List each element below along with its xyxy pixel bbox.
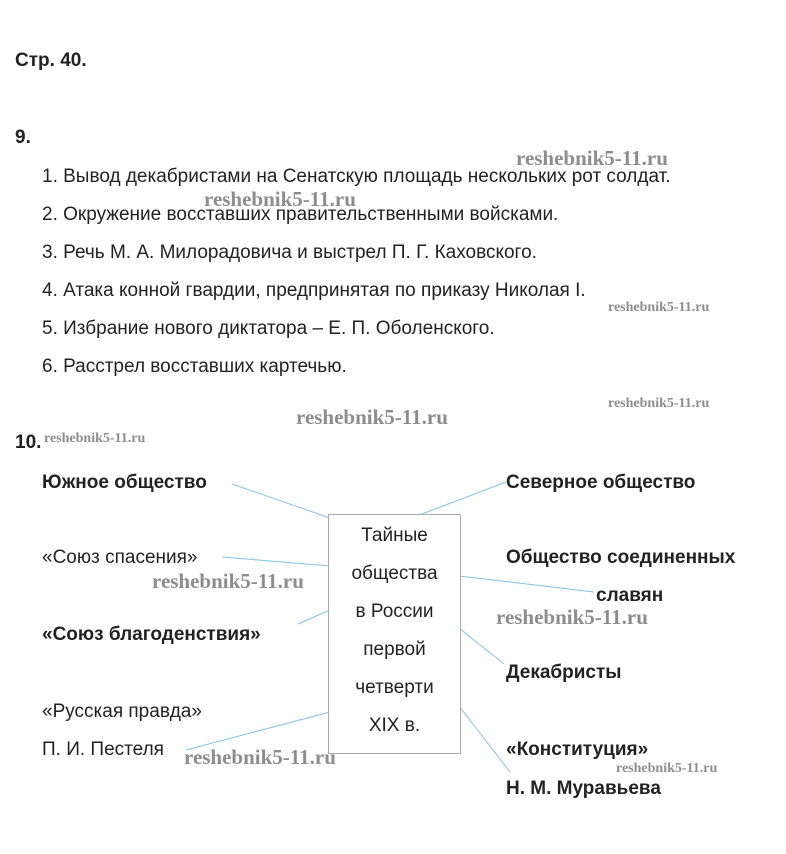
left-union-salvation: «Союз спасения» bbox=[42, 547, 198, 568]
task9-item-4: 4. Атака конной гвардии, предпринятая по приказу Николая I. bbox=[42, 280, 586, 301]
right-united-slavs-line2: славян bbox=[596, 585, 664, 606]
right-decembrists: Декабристы bbox=[506, 662, 622, 683]
link-union-salvation bbox=[222, 557, 330, 566]
task9-item-1: 1. Вывод декабристами на Сенатскую площадь нескольких рот солдат. bbox=[42, 166, 671, 187]
task9-item-3: 3. Речь М. А. Милорадовича и выстрел П. Г. Каховского. bbox=[42, 242, 537, 263]
task9-item-2: 2. Окружение восставших правительственными войсками. bbox=[42, 204, 559, 225]
link-union-welfare bbox=[298, 610, 330, 624]
task9-item-5: 5. Избрание нового диктатора – Е. П. Оболенского. bbox=[42, 318, 495, 339]
task10-number: 10. bbox=[15, 432, 42, 453]
link-constitution bbox=[459, 706, 510, 772]
link-decembrists bbox=[459, 628, 504, 664]
link-north bbox=[422, 482, 506, 514]
center-line-6: XIX в. bbox=[368, 715, 421, 736]
right-constitution-title: «Конституция» bbox=[506, 739, 649, 760]
center-line-1: Тайные bbox=[361, 525, 428, 546]
left-russian-truth-title: «Русская правда» bbox=[42, 701, 202, 722]
watermark: reshebnik5-11.ru bbox=[496, 605, 648, 629]
right-north-society: Северное общество bbox=[506, 472, 696, 493]
page-heading: Стр. 40. bbox=[15, 50, 87, 71]
watermark: reshebnik5-11.ru bbox=[152, 569, 304, 593]
watermark: reshebnik5-11.ru bbox=[608, 300, 710, 315]
watermark: reshebnik5-11.ru bbox=[44, 431, 146, 446]
center-line-3: в России bbox=[355, 601, 434, 622]
watermark: reshebnik5-11.ru bbox=[516, 146, 668, 170]
task9-item-6: 6. Расстрел восставших картечью. bbox=[42, 356, 347, 377]
left-union-welfare: «Союз благоденствия» bbox=[42, 624, 261, 645]
link-united-slavs bbox=[459, 576, 594, 592]
center-line-4: первой bbox=[363, 639, 426, 660]
right-constitution-author: Н. М. Муравьева bbox=[506, 778, 661, 799]
center-line-2: общества bbox=[351, 563, 438, 584]
left-south-society: Южное общество bbox=[42, 472, 207, 493]
link-south bbox=[232, 484, 330, 518]
task9-number: 9. bbox=[15, 127, 31, 148]
center-line-5: четверти bbox=[355, 677, 434, 698]
watermark: reshebnik5-11.ru bbox=[616, 761, 718, 776]
watermark: reshebnik5-11.ru bbox=[608, 396, 710, 411]
watermark: reshebnik5-11.ru bbox=[296, 405, 448, 429]
watermark: reshebnik5-11.ru bbox=[204, 187, 356, 211]
left-russian-truth-author: П. И. Пестеля bbox=[42, 739, 164, 760]
right-united-slavs-line1: Общество соединенных bbox=[506, 547, 736, 568]
center-box bbox=[328, 514, 461, 754]
watermark: reshebnik5-11.ru bbox=[184, 745, 336, 769]
